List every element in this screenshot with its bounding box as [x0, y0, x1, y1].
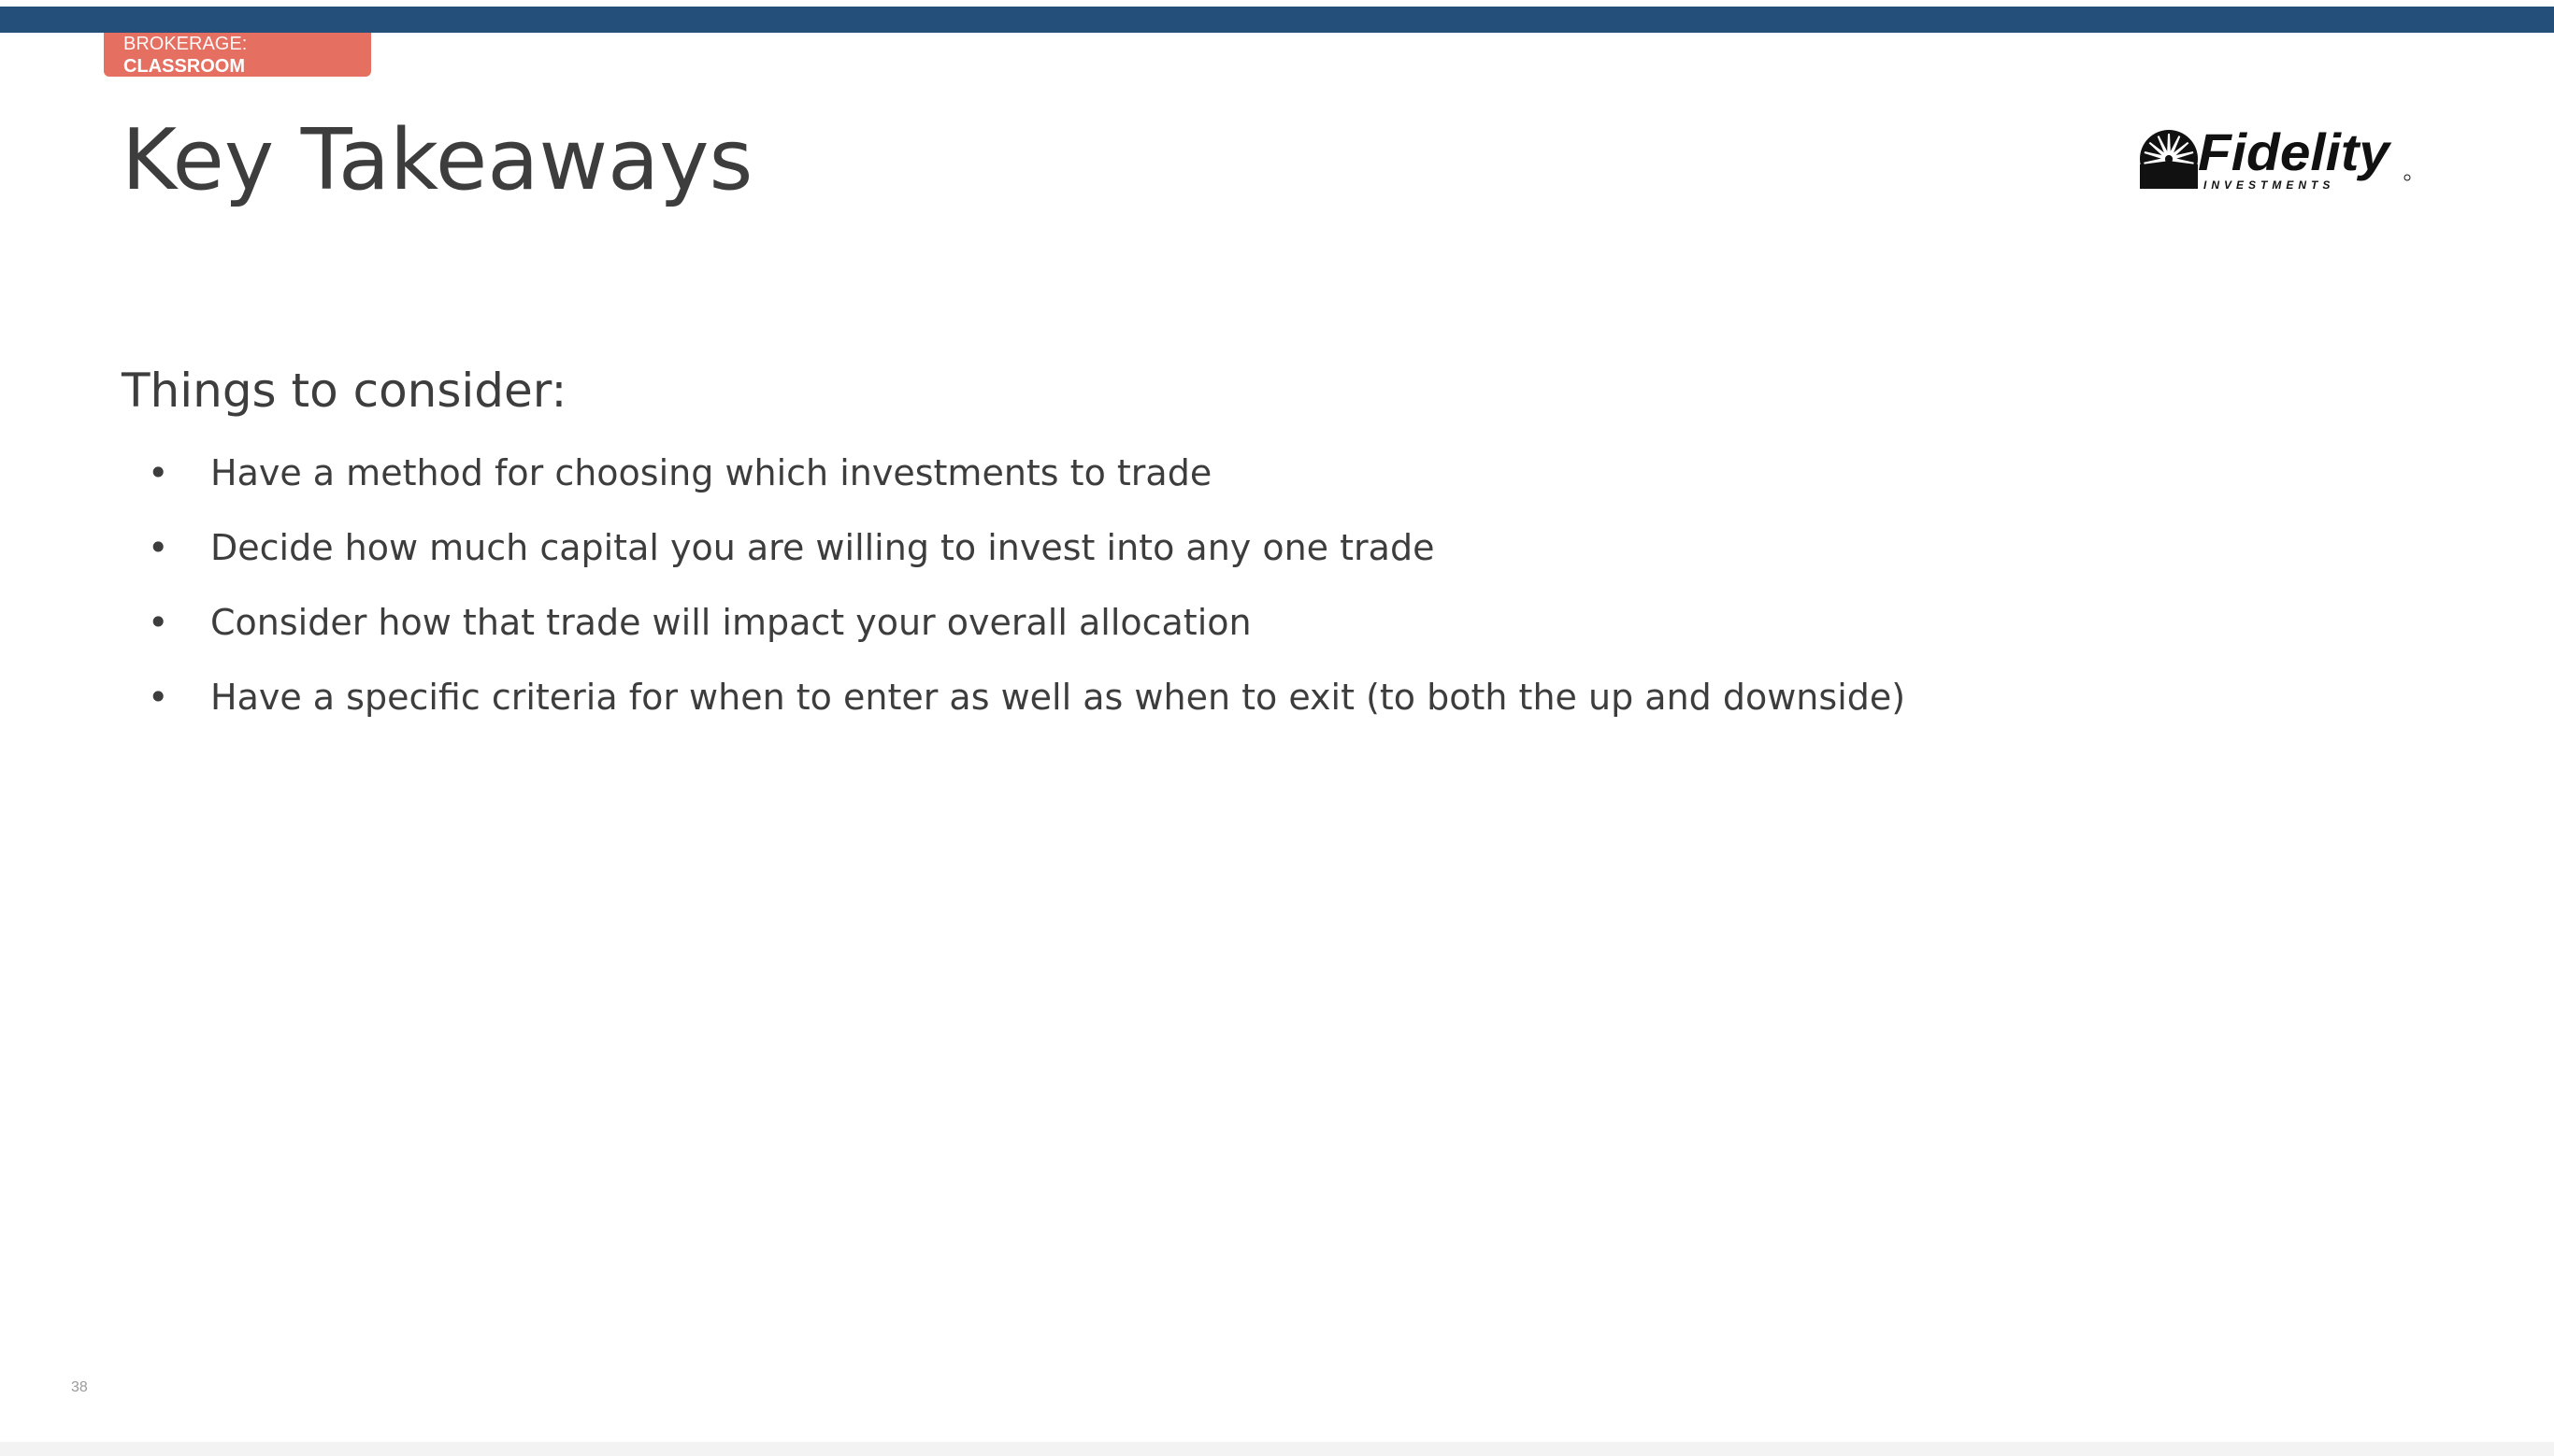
- slide-title: Key Takeaways: [122, 111, 753, 209]
- list-item-text: Consider how that trade will impact your overall allocation: [210, 602, 1252, 643]
- list-item-text: Decide how much capital you are willing to invest into any one trade: [210, 527, 1435, 568]
- bullet-point-icon: •: [148, 602, 169, 643]
- top-accent-bar: [0, 7, 2554, 33]
- bullet-point-icon: •: [148, 677, 169, 718]
- fidelity-logo-text: Fidelity: [2198, 122, 2392, 181]
- list-item-text: Have a specific criteria for when to enter as well as when to exit (to both the up and downside): [210, 677, 1906, 718]
- fidelity-logo: [2136, 121, 2426, 196]
- section-subheading: Things to consider:: [122, 364, 567, 418]
- brokerage-classroom-tag: [104, 33, 371, 77]
- tag-line-classroom: CLASSROOM: [123, 56, 245, 77]
- bullet-point-icon: •: [148, 527, 169, 568]
- list-item-text: Have a method for choosing which investments to trade: [210, 452, 1212, 493]
- fidelity-sunburst-icon: [2140, 130, 2198, 189]
- page-number: 38: [71, 1379, 88, 1395]
- fidelity-logo-subtext: INVESTMENTS: [2203, 178, 2335, 192]
- tag-line-brokerage: BROKERAGE:: [123, 34, 248, 54]
- bullet-point-icon: •: [148, 452, 169, 493]
